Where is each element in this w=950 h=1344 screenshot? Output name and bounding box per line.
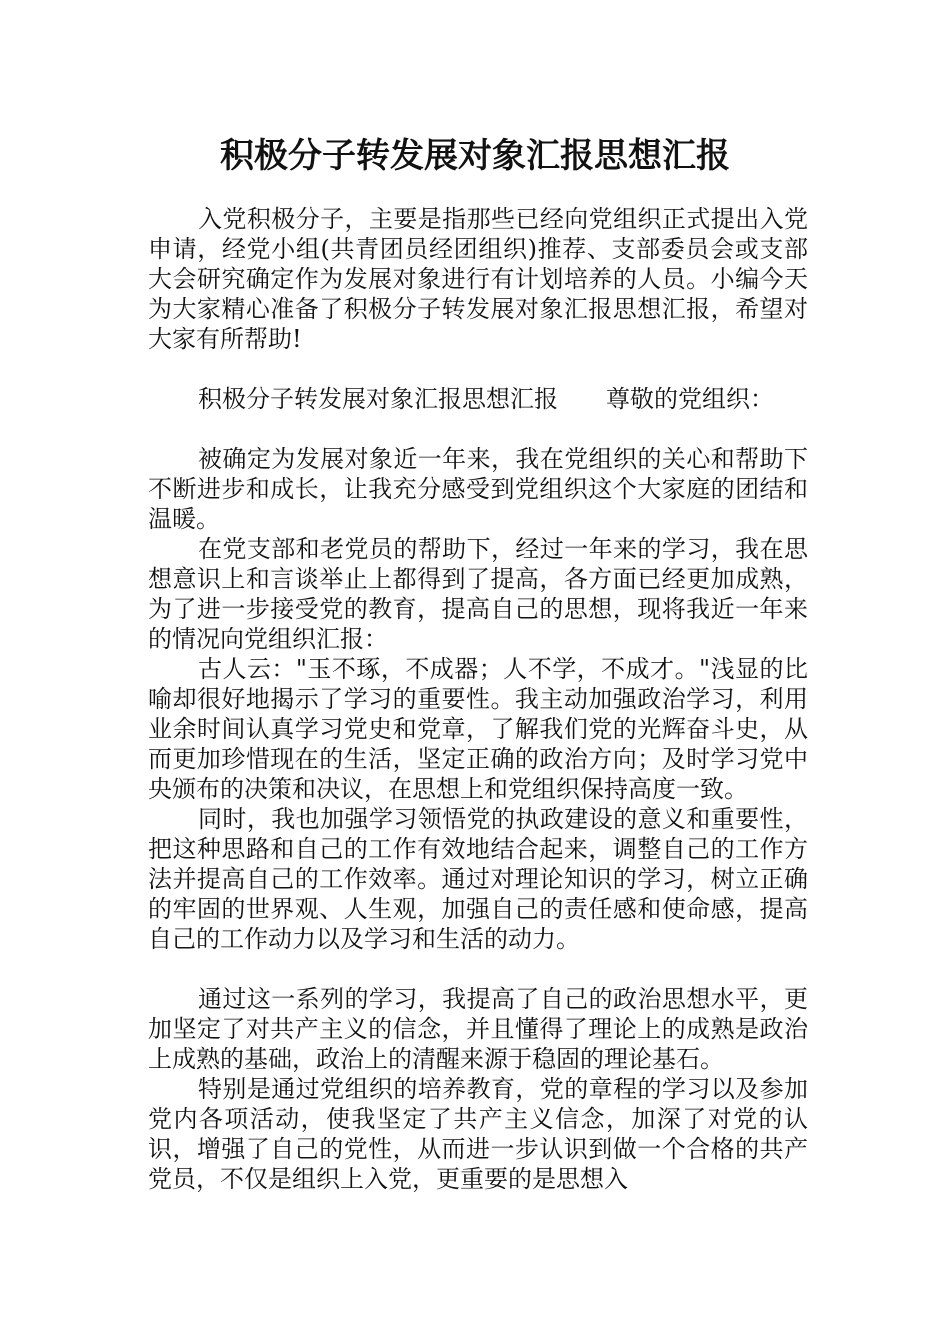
- body-paragraph: 特别是通过党组织的培养教育，党的章程的学习以及参加党内各项活动，使我坚定了共产主义信念，加深了对党的认识，增强了自己的党性，从而进一步认识到做一个合格的共产党员，不仅是组织上入党，更重要的是思想入: [148, 1075, 808, 1193]
- body-paragraph: 同时，我也加强学习领悟党的执政建设的意义和重要性，把这种思路和自己的工作有效地结合起来，调整自己的工作方法并提高自己的工作效率。通过对理论知识的学习，树立正确的牢固的世界观、人生观，加强自己的责任感和使命感，提高自己的工作动力以及学习和生活的动力。: [148, 805, 808, 953]
- body-paragraph: 被确定为发展对象近一年来，我在党组织的关心和帮助下不断进步和成长，让我充分感受到党组织这个大家庭的团结和温暖。: [148, 445, 808, 533]
- body-paragraph: 通过这一系列的学习，我提高了自己的政治思想水平，更加坚定了对共产主义的信念，并且懂得了理论上的成熟是政治上成熟的基础，政治上的清醒来源于稳固的理论基石。: [148, 985, 808, 1073]
- report-heading-salutation: 积极分子转发展对象汇报思想汇报 尊敬的党组织：: [198, 385, 774, 413]
- intro-paragraph: 入党积极分子，主要是指那些已经向党组织正式提出入党申请，经党小组(共青团员经团组织)推荐、支部委员会或支部大会研究确定作为发展对象进行有计划培养的人员。小编今天为大家精心准备了积极分子转发展对象汇报思想汇报，希望对大家有所帮助!: [148, 205, 808, 353]
- body-paragraph: 在党支部和老党员的帮助下，经过一年来的学习，我在思想意识上和言谈举止上都得到了提高，各方面已经更加成熟，为了进一步接受党的教育，提高自己的思想，现将我近一年来的情况向党组织汇报：: [148, 535, 808, 653]
- body-paragraph: 古人云："玉不琢，不成器；人不学，不成才。"浅显的比喻却很好地揭示了学习的重要性。我主动加强政治学习，利用业余时间认真学习党史和党章，了解我们党的光辉奋斗史，从而更加珍惜现在的生活，坚定正确的政治方向；及时学习党中央颁布的决策和决议，在思想上和党组织保持高度一致。: [148, 655, 808, 803]
- document-body: [148, 204, 808, 1194]
- document-title: 积极分子转发展对象汇报思想汇报: [220, 136, 730, 176]
